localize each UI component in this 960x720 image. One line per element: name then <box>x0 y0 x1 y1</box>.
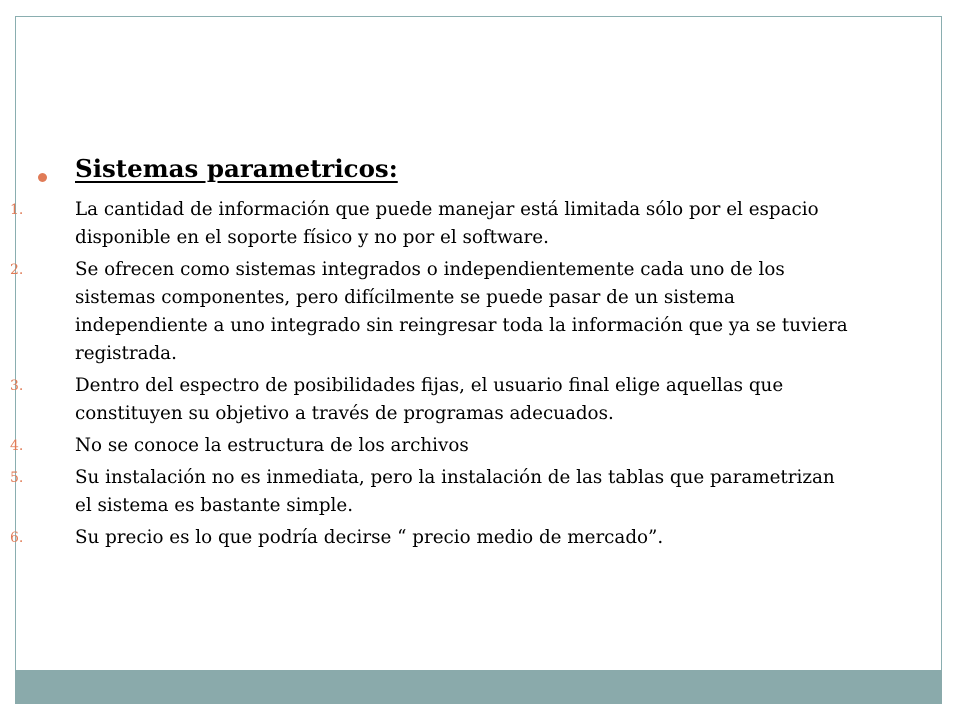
numbered-list <box>0 196 900 552</box>
heading-row <box>0 150 900 196</box>
list-item-number: 3. <box>10 378 24 394</box>
list-item <box>0 196 855 252</box>
list-item <box>0 524 855 552</box>
list-item-text: No se conoce la estructura de los archivos <box>75 435 469 456</box>
list-item-number: 4. <box>10 438 24 454</box>
list-item <box>0 464 855 520</box>
list-item-text: Se ofrecen como sistemas integrados o independientemente cada uno de los sistemas componentes, pero difícilmente se puede pasar de un sistema independiente a uno integrado sin reingresar toda la información que ya se tuviera registrada. <box>75 259 848 364</box>
list-item-text: La cantidad de información que puede manejar está limitada sólo por el espacio disponible en el soporte físico y no por el software. <box>75 199 819 248</box>
list-item-number: 1. <box>10 202 24 218</box>
list-item-number: 2. <box>10 262 24 278</box>
bullet-dot-icon <box>38 173 47 182</box>
list-item-text: Dentro del espectro de posibilidades fijas, el usuario final elige aquellas que constituyen su objetivo a través de programas adecuados. <box>75 375 784 424</box>
list-item-text: Su precio es lo que podría decirse “ precio medio de mercado”. <box>75 527 664 548</box>
slide-heading: Sistemas parametricos: <box>75 154 398 183</box>
list-item <box>0 372 855 428</box>
list-item-number: 6. <box>10 530 24 546</box>
list-item-number: 5. <box>10 470 24 486</box>
list-item <box>0 432 855 460</box>
list-item <box>0 256 855 368</box>
list-item-text: Su instalación no es inmediata, pero la instalación de las tablas que parametrizan el sistema es bastante simple. <box>75 467 835 516</box>
slide-content <box>0 150 900 556</box>
footer-bar <box>15 670 942 704</box>
